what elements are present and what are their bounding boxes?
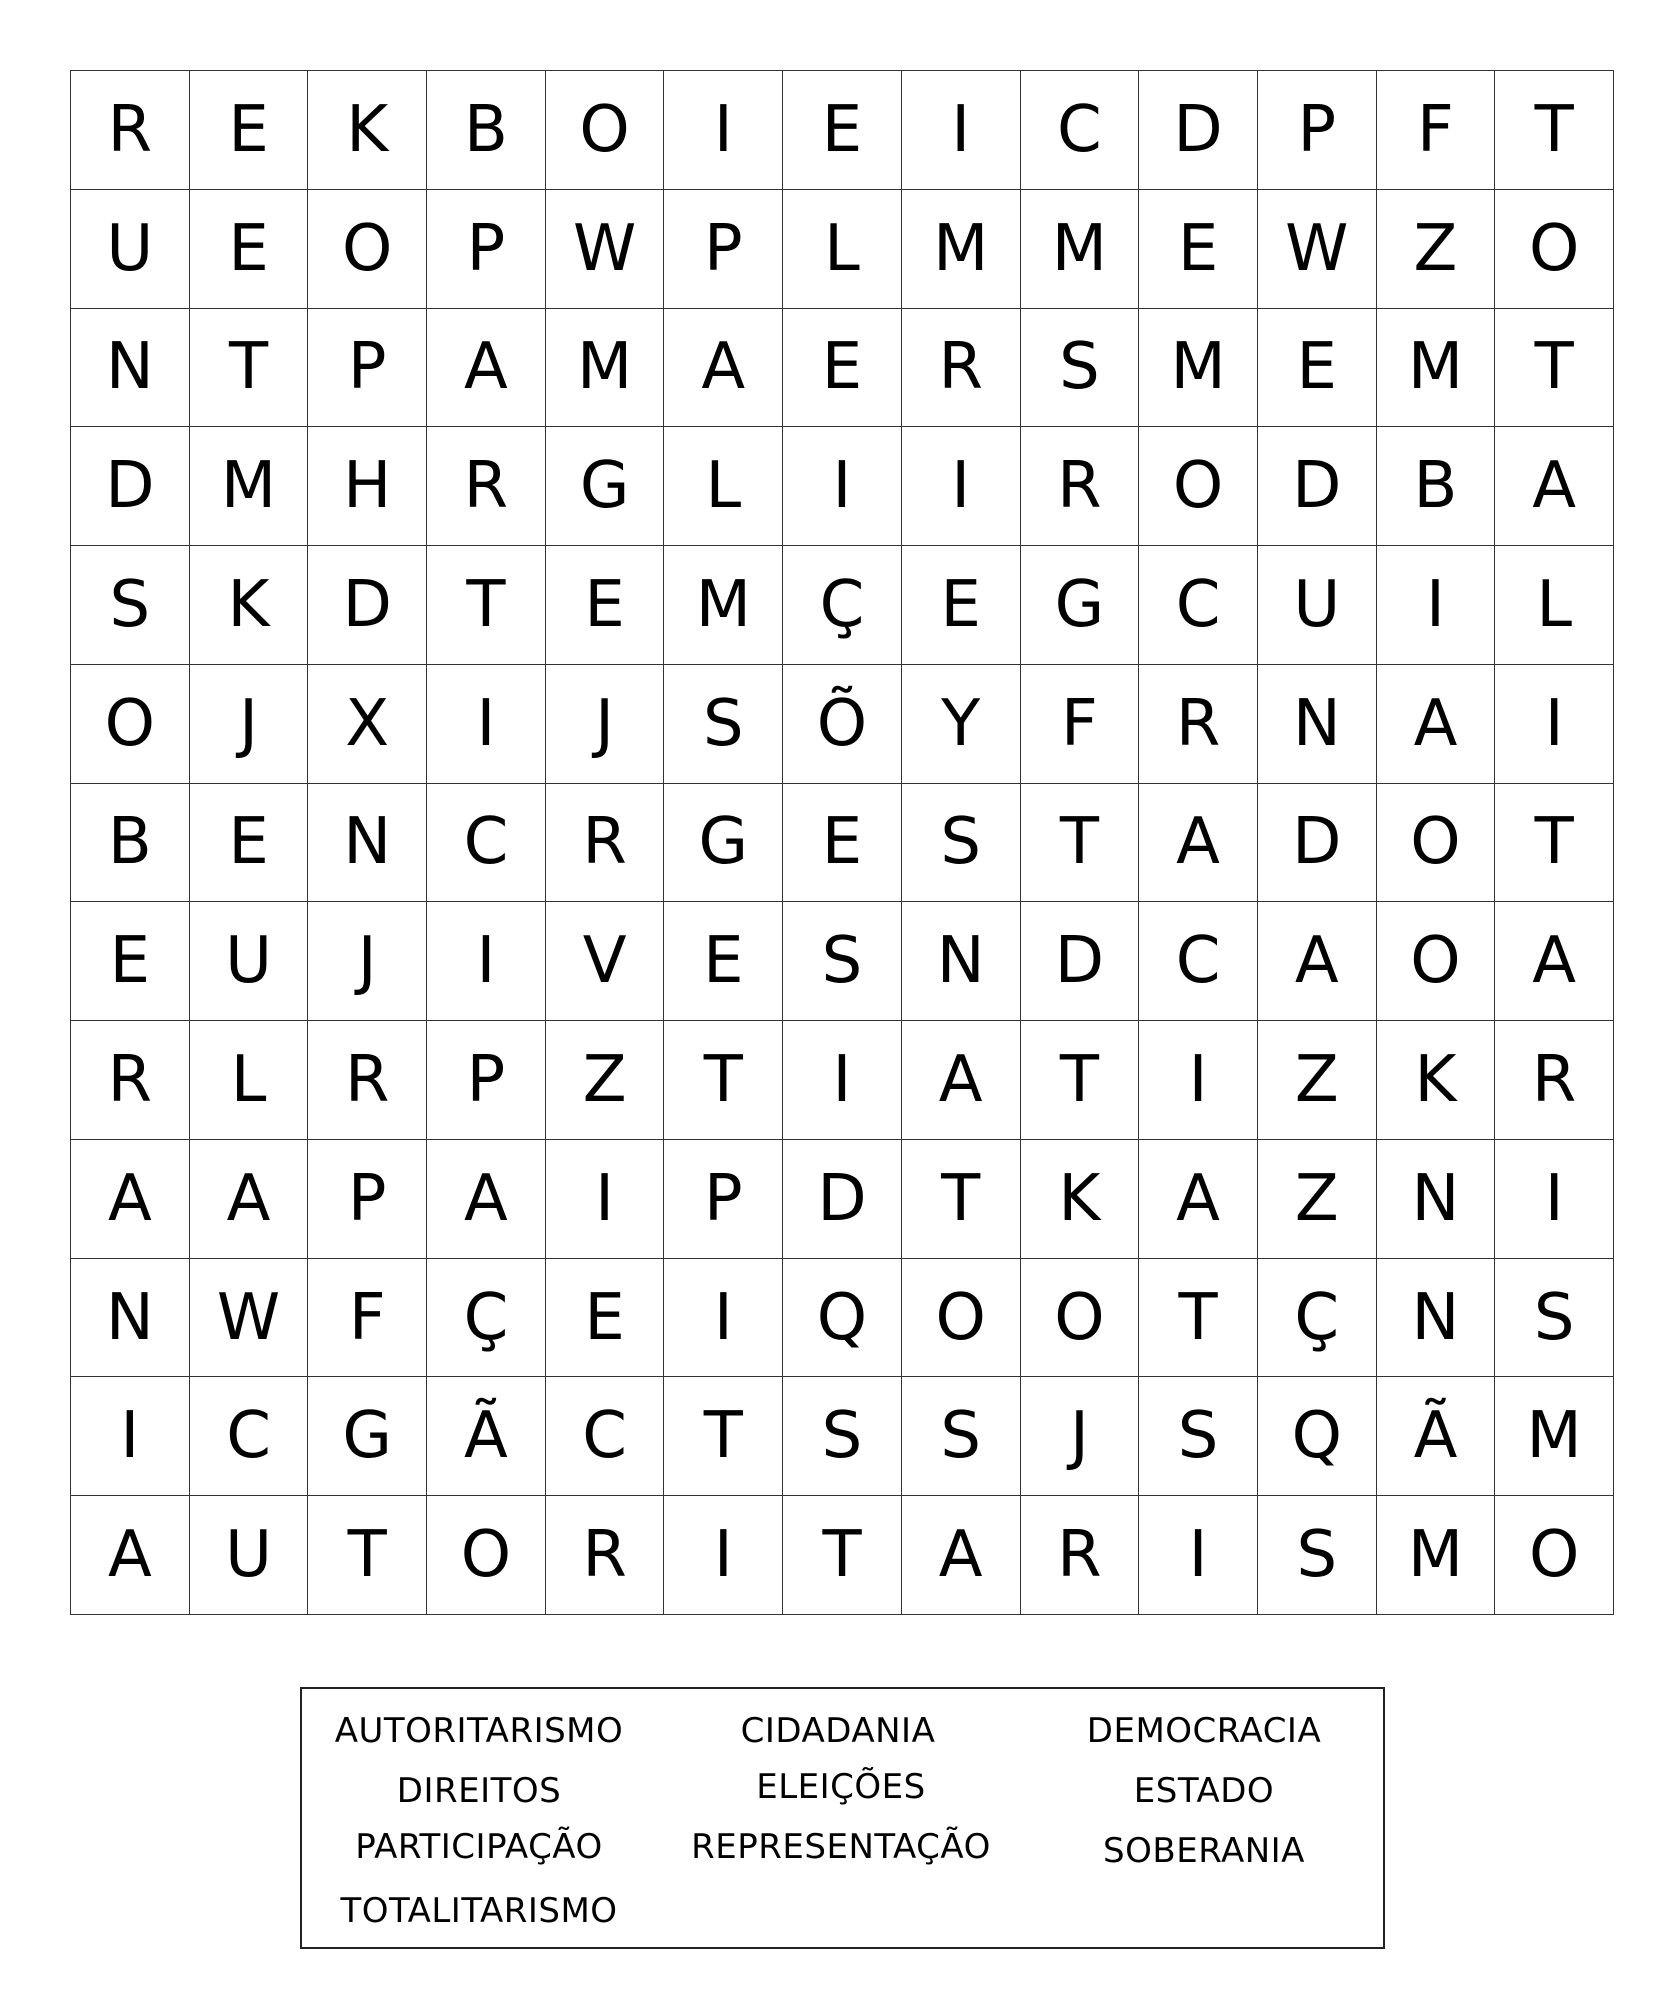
grid-cell[interactable]: Z xyxy=(1258,1140,1377,1259)
grid-cell[interactable]: O xyxy=(1495,1496,1614,1615)
grid-cell[interactable]: I xyxy=(1495,665,1614,784)
grid-cell[interactable]: Q xyxy=(1258,1377,1377,1496)
grid-cell[interactable]: I xyxy=(1139,1496,1258,1615)
grid-cell[interactable]: A xyxy=(190,1140,309,1259)
grid-cell[interactable]: S xyxy=(902,784,1021,903)
word-list-box xyxy=(300,1687,1385,1949)
grid-cell[interactable]: B xyxy=(1377,427,1496,546)
grid-cell[interactable]: N xyxy=(1258,665,1377,784)
grid-cell[interactable]: P xyxy=(427,190,546,309)
grid-cell[interactable]: X xyxy=(308,665,427,784)
grid-cell[interactable]: O xyxy=(1021,1259,1140,1378)
grid-cell[interactable]: P xyxy=(308,1140,427,1259)
grid-cell[interactable]: P xyxy=(664,1140,783,1259)
grid-cell[interactable]: D xyxy=(308,546,427,665)
word-item: AUTORITARISMO xyxy=(334,1711,624,1751)
word-search-grid xyxy=(70,70,1614,1615)
grid-cell[interactable]: I xyxy=(783,427,902,546)
grid-cell[interactable]: H xyxy=(308,427,427,546)
grid-cell[interactable]: R xyxy=(71,1021,190,1140)
grid-cell[interactable]: S xyxy=(902,1377,1021,1496)
grid-cell[interactable]: E xyxy=(190,71,309,190)
grid-cell[interactable]: C xyxy=(1139,902,1258,1021)
grid-cell[interactable]: O xyxy=(308,190,427,309)
grid-cell[interactable]: C xyxy=(1021,71,1140,190)
grid-cell[interactable]: N xyxy=(71,309,190,428)
grid-cell[interactable]: D xyxy=(783,1140,902,1259)
grid-cell[interactable]: M xyxy=(902,190,1021,309)
grid-cell[interactable]: P xyxy=(427,1021,546,1140)
grid-cell[interactable]: G xyxy=(546,427,665,546)
grid-cell[interactable]: P xyxy=(664,190,783,309)
grid-cell[interactable]: J xyxy=(308,902,427,1021)
grid-cell[interactable]: D xyxy=(1021,902,1140,1021)
grid-cell[interactable]: O xyxy=(1495,190,1614,309)
grid-cell[interactable]: A xyxy=(71,1496,190,1615)
grid-cell[interactable]: U xyxy=(190,1496,309,1615)
grid-cell[interactable]: W xyxy=(1258,190,1377,309)
grid-cell[interactable]: T xyxy=(1495,71,1614,190)
grid-cell[interactable]: T xyxy=(308,1496,427,1615)
grid-cell[interactable]: E xyxy=(664,902,783,1021)
grid-cell[interactable]: T xyxy=(1495,784,1614,903)
grid-cell[interactable]: Ç xyxy=(1258,1259,1377,1378)
grid-cell[interactable]: Z xyxy=(1377,190,1496,309)
grid-cell[interactable]: S xyxy=(1021,309,1140,428)
grid-cell[interactable]: M xyxy=(1377,1496,1496,1615)
grid-cell[interactable]: N xyxy=(308,784,427,903)
grid-cell[interactable]: F xyxy=(308,1259,427,1378)
grid-cell[interactable]: A xyxy=(1139,1140,1258,1259)
grid-cell[interactable]: E xyxy=(1258,309,1377,428)
word-item: ELEIÇÕES xyxy=(756,1767,926,1807)
grid-cell[interactable]: M xyxy=(664,546,783,665)
grid-cell[interactable]: D xyxy=(1258,784,1377,903)
grid-cell[interactable]: Y xyxy=(902,665,1021,784)
grid-cell[interactable]: K xyxy=(190,546,309,665)
grid-cell[interactable]: P xyxy=(1258,71,1377,190)
grid-cell[interactable]: O xyxy=(902,1259,1021,1378)
grid-cell[interactable]: O xyxy=(1377,902,1496,1021)
grid-cell[interactable]: M xyxy=(546,309,665,428)
grid-cell[interactable]: N xyxy=(1377,1140,1496,1259)
grid-cell[interactable]: A xyxy=(664,309,783,428)
grid-cell[interactable]: J xyxy=(1021,1377,1140,1496)
grid-cell[interactable]: T xyxy=(1495,309,1614,428)
grid-cell[interactable]: E xyxy=(546,546,665,665)
grid-cell[interactable]: R xyxy=(546,1496,665,1615)
grid-cell[interactable]: K xyxy=(1377,1021,1496,1140)
grid-cell[interactable]: O xyxy=(427,1496,546,1615)
grid-cell[interactable]: E xyxy=(783,309,902,428)
grid-cell[interactable]: Ã xyxy=(427,1377,546,1496)
grid-cell[interactable]: E xyxy=(1139,190,1258,309)
grid-cell[interactable]: R xyxy=(71,71,190,190)
grid-cell[interactable]: T xyxy=(190,309,309,428)
grid-cell[interactable]: R xyxy=(1139,665,1258,784)
grid-cell[interactable]: Ç xyxy=(427,1259,546,1378)
grid-cell[interactable]: L xyxy=(190,1021,309,1140)
grid-cell[interactable]: U xyxy=(71,190,190,309)
grid-cell[interactable]: T xyxy=(427,546,546,665)
grid-cell[interactable]: A xyxy=(1139,784,1258,903)
grid-cell[interactable]: S xyxy=(783,1377,902,1496)
grid-cell[interactable]: I xyxy=(783,1021,902,1140)
grid-cell[interactable]: R xyxy=(427,427,546,546)
grid-cell[interactable]: A xyxy=(1495,427,1614,546)
grid-cell[interactable]: A xyxy=(902,1021,1021,1140)
grid-cell[interactable]: M xyxy=(1495,1377,1614,1496)
grid-cell[interactable]: I xyxy=(1139,1021,1258,1140)
grid-cell[interactable]: K xyxy=(308,71,427,190)
grid-cell[interactable]: C xyxy=(427,784,546,903)
grid-cell[interactable]: I xyxy=(546,1140,665,1259)
grid-cell[interactable]: Z xyxy=(1258,1021,1377,1140)
grid-cell[interactable]: E xyxy=(546,1259,665,1378)
grid-cell[interactable]: I xyxy=(71,1377,190,1496)
grid-cell[interactable]: E xyxy=(902,546,1021,665)
grid-cell[interactable]: I xyxy=(427,902,546,1021)
grid-cell[interactable]: G xyxy=(1021,546,1140,665)
grid-cell[interactable]: I xyxy=(902,427,1021,546)
grid-cell[interactable]: I xyxy=(902,71,1021,190)
grid-cell[interactable]: D xyxy=(1139,71,1258,190)
grid-cell[interactable]: S xyxy=(1495,1259,1614,1378)
grid-cell[interactable]: M xyxy=(1021,190,1140,309)
grid-cell[interactable]: E xyxy=(190,784,309,903)
word-item: ESTADO xyxy=(1133,1771,1275,1811)
grid-cell[interactable]: I xyxy=(664,1496,783,1615)
grid-cell[interactable]: B xyxy=(71,784,190,903)
grid-cell[interactable]: E xyxy=(783,784,902,903)
grid-cell[interactable]: P xyxy=(308,309,427,428)
word-item: SOBERANIA xyxy=(1103,1831,1305,1871)
word-item: DIREITOS xyxy=(396,1771,562,1811)
grid-cell[interactable]: J xyxy=(546,665,665,784)
grid-cell[interactable]: T xyxy=(1021,784,1140,903)
grid-cell[interactable]: T xyxy=(1021,1021,1140,1140)
word-item: DEMOCRACIA xyxy=(1086,1711,1322,1751)
grid-cell[interactable]: Ã xyxy=(1377,1377,1496,1496)
grid-cell[interactable]: Õ xyxy=(783,665,902,784)
grid-cell[interactable]: O xyxy=(546,71,665,190)
grid-cell[interactable]: G xyxy=(308,1377,427,1496)
grid-cell[interactable]: R xyxy=(1495,1021,1614,1140)
grid-cell[interactable]: D xyxy=(1258,427,1377,546)
grid-cell[interactable]: C xyxy=(546,1377,665,1496)
word-item: CIDADANIA xyxy=(740,1711,936,1751)
grid-cell[interactable]: S xyxy=(1258,1496,1377,1615)
grid-cell[interactable]: U xyxy=(190,902,309,1021)
word-item: PARTICIPAÇÃO xyxy=(355,1827,603,1867)
grid-cell[interactable]: S xyxy=(1139,1377,1258,1496)
grid-cell[interactable]: I xyxy=(664,1259,783,1378)
grid-cell[interactable]: G xyxy=(664,784,783,903)
grid-cell[interactable]: A xyxy=(71,1140,190,1259)
grid-cell[interactable]: O xyxy=(1139,427,1258,546)
grid-cell[interactable]: T xyxy=(664,1377,783,1496)
word-item: REPRESENTAÇÃO xyxy=(691,1827,991,1867)
grid-cell[interactable]: L xyxy=(664,427,783,546)
grid-cell[interactable]: R xyxy=(546,784,665,903)
grid-cell[interactable]: A xyxy=(427,309,546,428)
grid-cell[interactable]: Ç xyxy=(783,546,902,665)
grid-cell[interactable]: T xyxy=(783,1496,902,1615)
grid-cell[interactable]: A xyxy=(1495,902,1614,1021)
grid-cell[interactable]: W xyxy=(546,190,665,309)
grid-cell[interactable]: O xyxy=(71,665,190,784)
grid-cell[interactable]: S xyxy=(71,546,190,665)
grid-cell[interactable]: Z xyxy=(546,1021,665,1140)
grid-cell[interactable]: B xyxy=(427,71,546,190)
grid-cell[interactable]: I xyxy=(1377,546,1496,665)
grid-cell[interactable]: D xyxy=(71,427,190,546)
grid-cell[interactable]: F xyxy=(1021,665,1140,784)
grid-cell[interactable]: F xyxy=(1377,71,1496,190)
grid-cell[interactable]: R xyxy=(308,1021,427,1140)
grid-cell[interactable]: E xyxy=(783,71,902,190)
grid-cell[interactable]: S xyxy=(783,902,902,1021)
grid-cell[interactable]: E xyxy=(190,190,309,309)
grid-cell[interactable]: M xyxy=(1377,309,1496,428)
word-item: TOTALITARISMO xyxy=(340,1891,618,1931)
grid-cell[interactable]: U xyxy=(1258,546,1377,665)
grid-cell[interactable]: I xyxy=(664,71,783,190)
grid-cell[interactable]: R xyxy=(1021,1496,1140,1615)
grid-cell[interactable]: I xyxy=(427,665,546,784)
grid-cell[interactable]: O xyxy=(1377,784,1496,903)
grid-cell[interactable]: R xyxy=(902,309,1021,428)
grid-cell[interactable]: K xyxy=(1021,1140,1140,1259)
grid-cell[interactable]: M xyxy=(1139,309,1258,428)
grid-cell[interactable]: A xyxy=(1377,665,1496,784)
grid-cell[interactable]: Q xyxy=(783,1259,902,1378)
grid-cell[interactable]: T xyxy=(664,1021,783,1140)
grid-cell[interactable]: W xyxy=(190,1259,309,1378)
grid-cell[interactable]: V xyxy=(546,902,665,1021)
grid-cell[interactable]: N xyxy=(1377,1259,1496,1378)
grid-cell[interactable]: I xyxy=(1495,1140,1614,1259)
grid-cell[interactable]: N xyxy=(71,1259,190,1378)
grid-cell[interactable]: C xyxy=(1139,546,1258,665)
grid-cell[interactable]: C xyxy=(190,1377,309,1496)
grid-cell[interactable]: L xyxy=(783,190,902,309)
grid-cell[interactable]: A xyxy=(1258,902,1377,1021)
grid-cell[interactable]: A xyxy=(902,1496,1021,1615)
grid-cell[interactable]: N xyxy=(902,902,1021,1021)
grid-cell[interactable]: M xyxy=(190,427,309,546)
grid-cell[interactable]: R xyxy=(1021,427,1140,546)
grid-cell[interactable]: E xyxy=(71,902,190,1021)
grid-cell[interactable]: J xyxy=(190,665,309,784)
grid-cell[interactable]: T xyxy=(1139,1259,1258,1378)
grid-cell[interactable]: T xyxy=(902,1140,1021,1259)
grid-cell[interactable]: L xyxy=(1495,546,1614,665)
grid-cell[interactable]: A xyxy=(427,1140,546,1259)
grid-cell[interactable]: S xyxy=(664,665,783,784)
